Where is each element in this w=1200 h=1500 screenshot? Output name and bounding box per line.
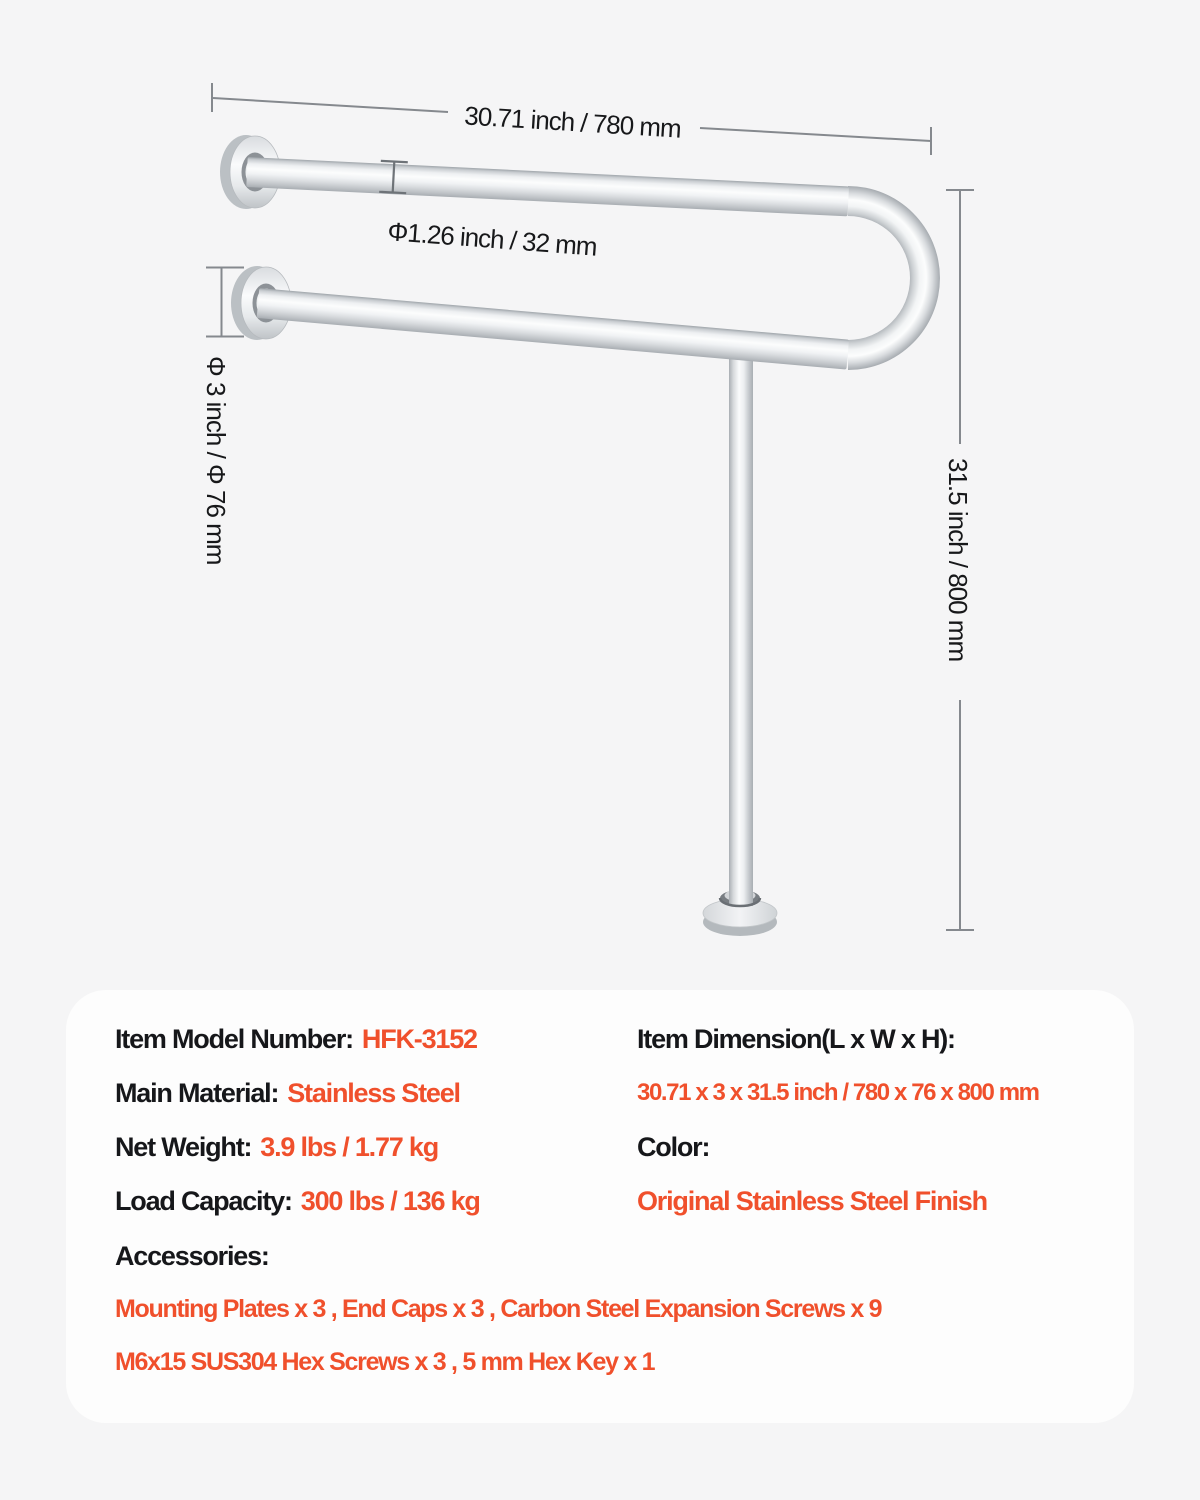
spec-accessories-line-2: M6x15 SUS304 Hex Screws x 3 , 5 mm Hex Key x 1 [115,1348,655,1376]
dim-label-length: 30.71 inch / 780 mm [463,100,682,144]
support-leg [729,346,753,906]
spec-model-number-value: HFK-3152 [361,1024,477,1054]
spec-material [115,1076,460,1110]
spec-dimension-value: 30.71 x 3 x 31.5 inch / 780 x 76 x 800 mm [637,1079,1039,1106]
dim-label-height: 31.5 inch / 800 mm [943,458,973,662]
spec-panel [66,990,1134,1423]
spec-load-capacity [115,1184,480,1218]
spec-model-number-label: Item Model Number: [115,1024,353,1054]
spec-load-capacity-label: Load Capacity: [115,1186,292,1216]
lower-tube [257,288,849,369]
spec-color-value: Original Stainless Steel Finish [637,1186,987,1216]
spec-material-label: Main Material: [115,1078,279,1108]
spec-net-weight-value: 3.9 lbs / 1.77 kg [260,1132,439,1162]
spec-color-label: Color: [637,1132,710,1162]
u-bend-tube [848,186,940,370]
spec-accessories-line-1: Mounting Plates x 3 , End Caps x 3 , Carbon Steel Expansion Screws x 9 [115,1295,882,1323]
spec-dimension-label: Item Dimension(L x W x H): [637,1024,955,1054]
dim-label-flange-diameter: Φ 3 inch / Φ 76 mm [201,356,231,565]
spec-model-number [115,1022,477,1056]
spec-accessories-label: Accessories: [115,1241,269,1271]
spec-material-value: Stainless Steel [287,1078,460,1108]
spec-load-capacity-value: 300 lbs / 136 kg [300,1186,480,1216]
spec-net-weight [115,1130,438,1164]
upper-tube [246,157,849,216]
spec-net-weight-label: Net Weight: [115,1132,252,1162]
dim-label-tube-diameter: Φ1.26 inch / 32 mm [386,216,598,262]
